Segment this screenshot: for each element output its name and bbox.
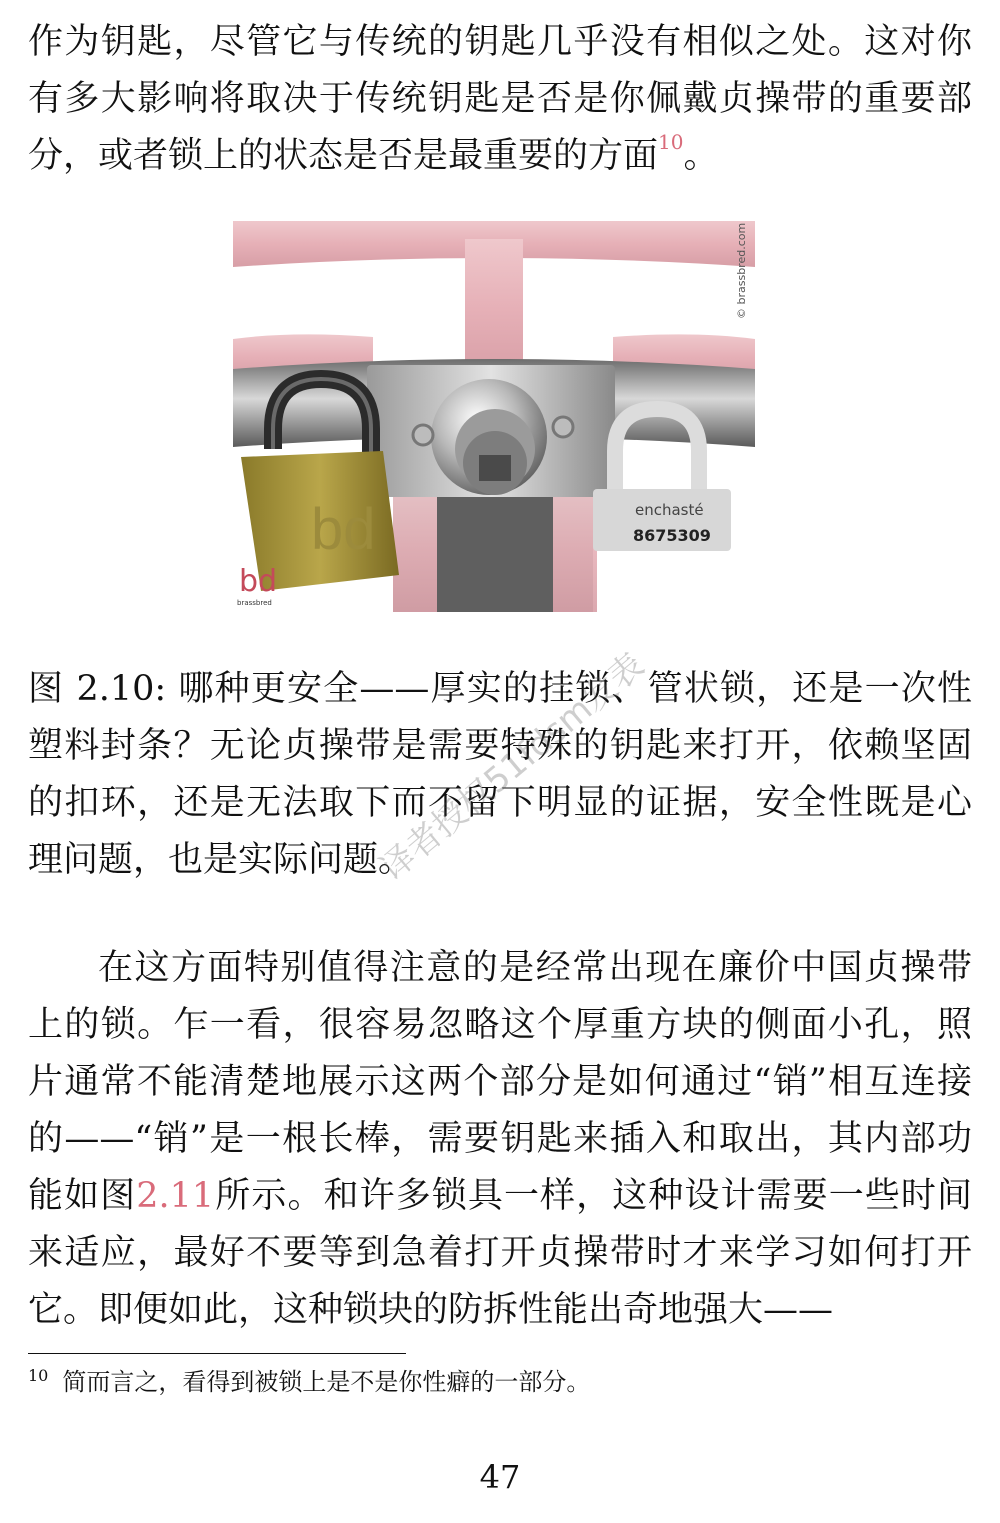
figure-caption: 图 2.10: 哪种更安全——厚实的挂锁、管状锁，还是一次性塑料封条？无论贞操带是需要特殊的钥匙来打开，依赖坚固的扣环，还是无法取下而不留下明显的证据，安全性既是心理问题，也是实际问题。 xyxy=(28,669,972,880)
page-number: 47 xyxy=(479,1458,521,1496)
footnote-number: 10 xyxy=(28,1366,49,1385)
belt-vertical-bar xyxy=(465,239,523,379)
padlock-engraving: bd xyxy=(311,497,376,562)
body-paragraph-2: 在这方面特别值得注意的是经常出现在廉价中国贞操带上的锁。乍一看，很容易忽略这个厚重方块的侧面小孔，照片通常不能清楚地展示这两个部分是如何通过“销”相互连接的——“销”是一根长棒，需要钥匙来插入和取出，其内部功能如图2.11所示。和许多锁具一样，这种设计需要一些时间来适应，最好不要等到急着打开贞操带时才来学习如何打开它。即便如此，这种锁块的防拆性能出奇地强大—— xyxy=(28,948,972,1330)
watermark: 译者授权51fdsm发表 xyxy=(372,645,653,890)
figure-chastity-locks xyxy=(233,219,755,612)
footnote xyxy=(28,1364,590,1400)
seal-number: 8675309 xyxy=(633,526,711,545)
body-paragraph-1 xyxy=(28,14,972,185)
copyright-text: © brassbred.com xyxy=(735,222,748,319)
brassbred-logo xyxy=(237,564,277,607)
svg-text:bd: bd xyxy=(239,564,278,599)
footnote-text: 简而言之，看得到被锁上是不是你性癖的一部分。 xyxy=(62,1368,591,1396)
footnote-ref-10[interactable]: 10 xyxy=(658,130,684,154)
footnote-divider xyxy=(28,1353,406,1354)
paragraph-end: 。 xyxy=(683,136,719,176)
figure-link-2-11[interactable]: 2.11 xyxy=(136,1176,215,1216)
paragraph-text: 作为钥匙，尽管它与传统的钥匙几乎没有相似之处。这对你有多大影响将取决于传统钥匙是否是你佩戴贞操带的重要部分，或者锁上的状态是否是最重要的方面 xyxy=(28,22,972,176)
svg-text:brassbred: brassbred xyxy=(237,599,272,607)
seal-brand: enchasté xyxy=(635,501,704,519)
